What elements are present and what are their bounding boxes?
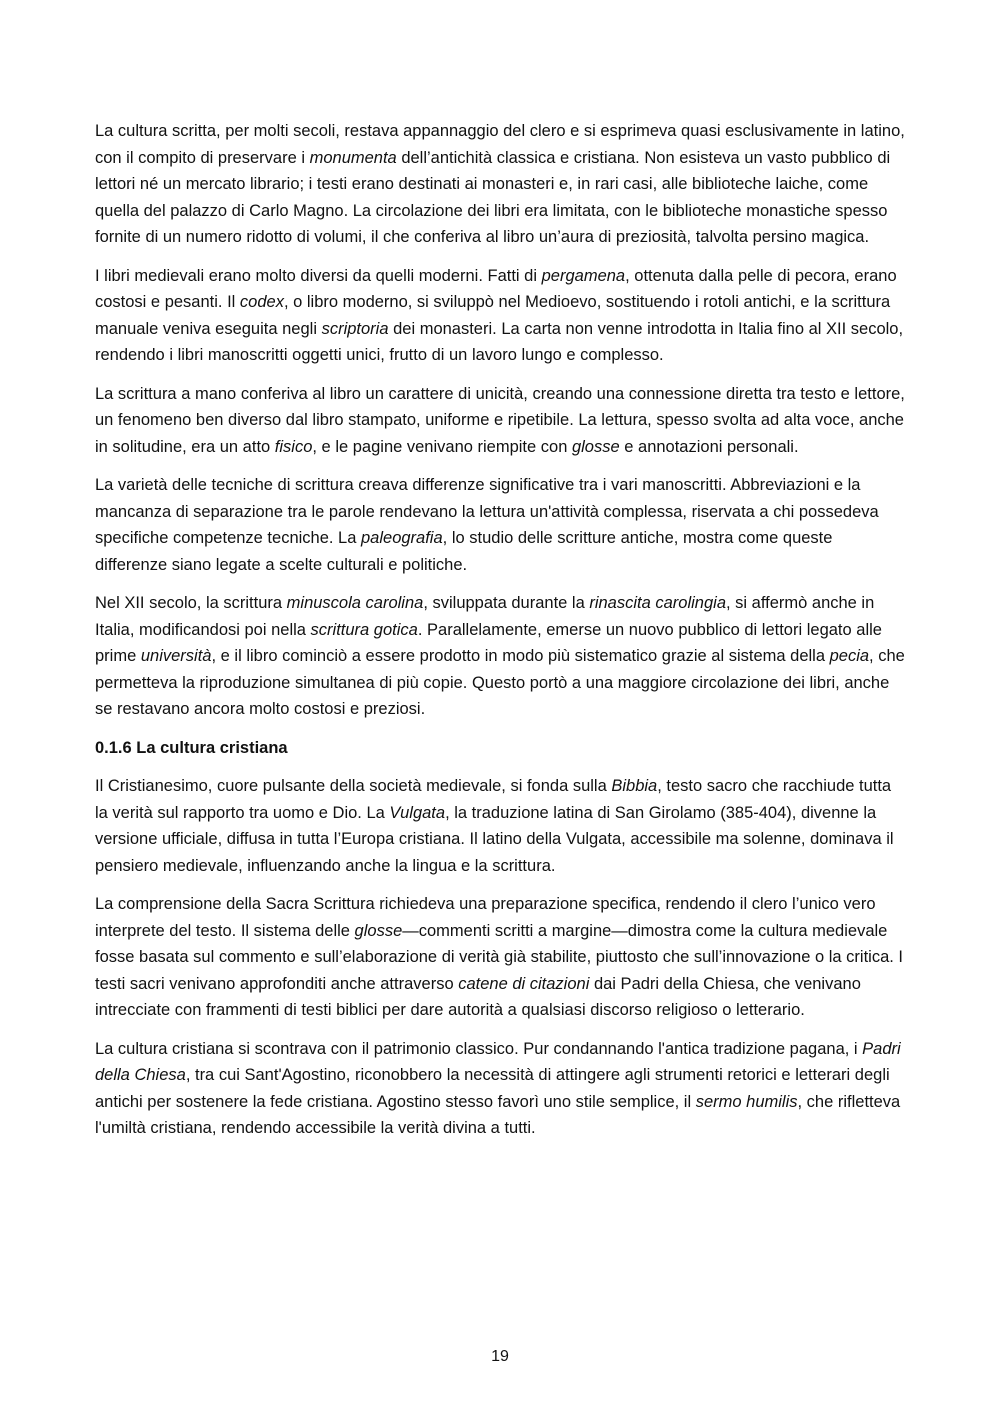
text-run: , che permetteva la riproduzione simultanea di più copie. Questo portò a una maggiore circolazione dei libri, anche se restavano ancora molto costosi e preziosi. [95, 647, 905, 718]
italic-term: Vulgata [389, 803, 446, 822]
italic-term: pecia [829, 647, 870, 665]
paragraph [95, 1036, 907, 1142]
paragraph [95, 263, 907, 369]
text-run: , o libro moderno, si sviluppò nel Medioevo, sostituendo i rotoli antichi, e la scrittura manuale veniva eseguita negli [95, 293, 891, 338]
text-run: —commenti scritti a margine—dimostra come la cultura medievale fosse basata sul commento e sull’elaborazione di verità già stabilite, piuttosto che sull’innovazione o la critica. I testi sacri venivano approfonditi anche attraverso [95, 921, 904, 993]
text-run: , che rifletteva l'umiltà cristiana, rendendo accessibile la verità divina a tutti. [95, 1092, 901, 1137]
paragraph [95, 891, 907, 1024]
italic-term: università [140, 647, 212, 665]
text-run: , e il libro cominciò a essere prodotto in modo più sistematico grazie al sistema della [211, 647, 830, 665]
text-run: , lo studio delle scritture antiche, mostra come queste differenze siano legate a scelte culturali e politiche. [95, 529, 833, 574]
italic-term: catene di citazioni [458, 974, 590, 993]
text-run: , si affermò anche in Italia, modificandosi poi nella [95, 594, 875, 639]
italic-term: pergamena [541, 266, 626, 285]
text-run: I libri medievali erano molto diversi da quelli moderni. Fatti di [95, 266, 542, 285]
text-run: , sviluppata durante la [423, 594, 590, 612]
text-run: , testo sacro che racchiude tutta la verità sul rapporto tra uomo e Dio. La [95, 777, 892, 822]
text-run: , la traduzione latina di San Girolamo (385-404), divenne la versione ufficiale, diffusa in tutta l’Europa cristiana. Il latino della Vulgata, accessibile ma solenne, dominava il pensiero medievale, influenzando anche la lingua e la scrittura. [95, 803, 894, 875]
text-run: dell’antichità classica e cristiana. Non esisteva un vasto pubblico di lettori né un mercato librario; i testi erano destinati ai monasteri e, in rari casi, alle biblioteche laiche, come quella del palazzo di Carlo Magno. La circolazione dei libri era limitata, con le biblioteche monastiche spesso fornite di un numero ridotto di volumi, il che conferiva al libro un’aura di preziosità, talvolta persino magica. [95, 148, 891, 246]
text-run: La comprensione della Sacra Scrittura richiedeva una preparazione specifica, rendendo il clero l’unico vero interprete del testo. Il sistema delle [95, 895, 876, 940]
paragraph [95, 590, 907, 723]
page-number: 19 [491, 1348, 509, 1365]
text-run: dai Padri della Chiesa, che venivano intrecciate con frammenti di testi biblici per dare autorità a qualsiasi discorso religioso o letterario. [95, 974, 861, 1019]
text-run: , ottenuta dalla pelle di pecora, erano costosi e pesanti. Il [95, 266, 897, 311]
text-run: , tra cui Sant'Agostino, riconobbero la necessità di attingere agli strumenti retorici e letterari degli antichi per sostenere la fede cristiana. Agostino stesso favorì uno stile semplice, il [95, 1066, 890, 1111]
text-run: La cultura scritta, per molti secoli, restava appannaggio del clero e si esprimeva quasi esclusivamente in latino, con il compito di preservare i [95, 122, 905, 167]
text-run: Il Cristianesimo, cuore pulsante della società medievale, si fonda sulla [95, 777, 612, 795]
text-run: , e le pagine venivano riempite con [312, 437, 572, 456]
italic-term: glosse [354, 921, 403, 940]
italic-term: sermo humilis [695, 1092, 798, 1111]
text-run: Nel XII secolo, la scrittura [95, 594, 287, 612]
italic-term: rinascita carolingia [589, 594, 726, 612]
text-run: La scrittura a mano conferiva al libro un carattere di unicità, creando una connessione diretta tra testo e lettore, un fenomeno ben diverso dal libro stampato, uniforme e ripetibile. La lettura, spesso svolta ad alta voce, anche in solitudine, era un atto [95, 384, 905, 456]
italic-term: minuscola carolina [286, 594, 424, 612]
italic-term: Padri della Chiesa [95, 1039, 901, 1084]
document-page [95, 118, 907, 1154]
section-paragraphs [95, 773, 907, 1142]
text-run: . Parallelamente, emerse un nuovo pubblico di lettori legato alle prime [95, 620, 882, 665]
italic-term: codex [239, 293, 284, 311]
italic-term: monumenta [309, 148, 397, 167]
section-heading: 0.1.6 La cultura cristiana [95, 738, 288, 757]
text-run: dei monasteri. La carta non venne introdotta in Italia fino al XII secolo, rendendo i libri manoscritti oggetti unici, frutto di un lavoro lungo e complesso. [95, 319, 904, 364]
paragraph [95, 472, 907, 578]
italic-term: fisico [274, 437, 313, 456]
text-run: La varietà delle tecniche di scrittura creava differenze significative tra i vari manoscritti. Abbreviazioni e la mancanza di separazione tra le parole rendevano la lettura un'attività complessa, riservata a chi possedeva specifiche competenze tecniche. La [95, 476, 879, 547]
intro-paragraphs [95, 118, 907, 723]
text-run: La cultura cristiana si scontrava con il patrimonio classico. Pur condannando l'antica tradizione pagana, i [95, 1039, 863, 1058]
text-run: e annotazioni personali. [619, 437, 799, 456]
italic-term: Bibbia [611, 777, 658, 795]
paragraph [95, 381, 907, 461]
italic-term: glosse [571, 437, 620, 456]
paragraph [95, 118, 907, 251]
paragraph [95, 773, 907, 879]
italic-term: scrittura gotica [310, 620, 418, 639]
italic-term: scriptoria [321, 319, 389, 338]
italic-term: paleografia [361, 529, 443, 547]
